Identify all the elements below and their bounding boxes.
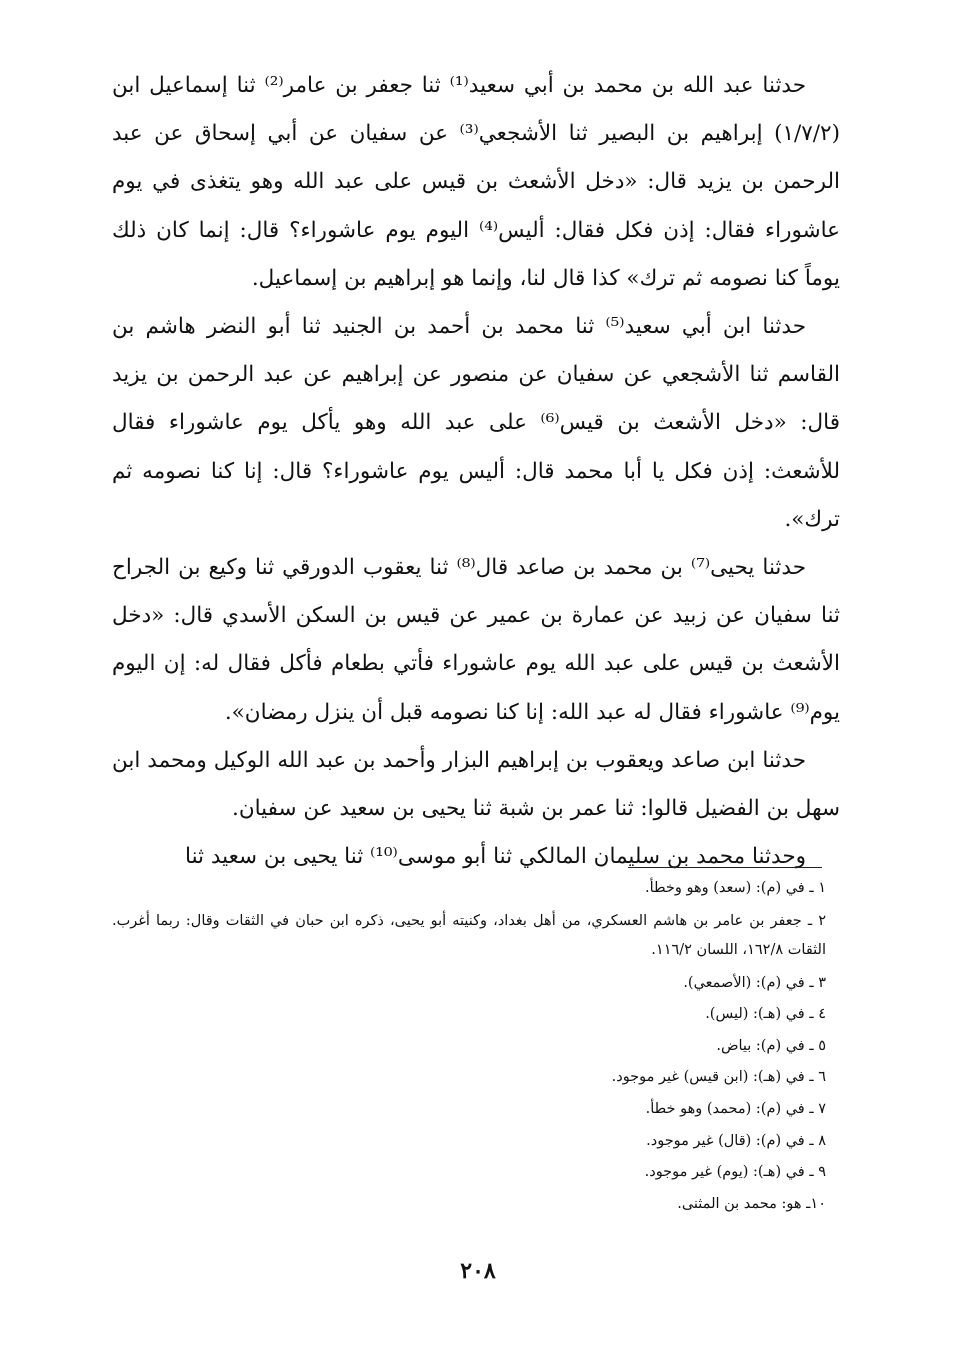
footnote-5: ٥ ـ في (م): بياض. (716, 1037, 826, 1054)
paragraph-2: حدثنا ابن أبي سعيد⁽⁵⁾ ثنا محمد بن أحمد بن الجنيد ثنا أبو النضر هاشم بن القاسم ثنا الأشجعي عن سفيان عن منصور عن إبراهيم عن عبد الرحمن بن يزيد قال: «دخل الأشعث بن قيس⁽⁶⁾ على عبد الله وهو يأكل يوم عاشوراء فقال للأشعث: إذن فكل يا أبا محمد قال: أليس يوم عاشوراء؟ قال: إنا كنا نصومه ثم ترك». (112, 314, 840, 532)
main-text (112, 62, 840, 881)
paragraph-1: حدثنا عبد الله بن محمد بن أبي سعيد⁽¹⁾ ثنا جعفر بن عامر⁽²⁾ ثنا إسماعيل ابن (١/٧/٢) إبراهيم بن البصير ثنا الأشجعي⁽³⁾ عن سفيان عن أبي إسحاق عن عبد الرحمن بن يزيد قال: «دخل الأشعث بن قيس على عبد الله وهو يتغذى في يوم عاشوراء فقال: إذن فكل فقال: أليس⁽⁴⁾ اليوم يوم عاشوراء؟ قال: إنما كان ذلك يوماً كنا نصومه ثم ترك» كذا قال لنا، وإنما هو إبراهيم بن إسماعيل. (112, 73, 840, 291)
footnote-1: ١ ـ في (م): (سعد) وهو وخطأ. (645, 880, 826, 896)
footnote-7: ٧ ـ في (م): (محمد) وهو خطأ. (645, 1100, 826, 1117)
footnote-10: ١٠ـ هو: محمد بن المثنى. (677, 1195, 826, 1212)
footnote-2: ٢ ـ جعفر بن عامر بن هاشم العسكري، من أهل بغداد، وكنيته أبو يحيى، ذكره ابن حبان في الثقات وقال: ربما أغرب. الثقات ١٦٢/٨، اللسان ١١٦/٢. (112, 912, 826, 958)
footnotes (112, 873, 838, 1220)
paragraph-4: حدثنا ابن صاعد ويعقوب بن إبراهيم البزار وأحمد بن عبد الله الوكيل ومحمد ابن سهل بن الفضيل قالوا: ثنا عمر بن شبة ثنا يحيى بن سعيد عن سفيان. (112, 747, 840, 822)
footnote-9: ٩ ـ في (هـ): (يوم) غير موجود. (644, 1164, 826, 1181)
footnote-6: ٦ ـ في (هـ): (ابن قيس) غير موجود. (611, 1069, 826, 1086)
footnote-8: ٨ ـ في (م): (قال) غير موجود. (646, 1132, 826, 1149)
footnote-divider (628, 867, 822, 868)
paragraph-5: وحدثنا محمد بن سليمان المالكي ثنا أبو موسى⁽¹⁰⁾ ثنا يحيى بن سعيد ثنا (185, 844, 806, 870)
paragraph-3: حدثنا يحيى⁽⁷⁾ بن محمد بن صاعد قال⁽⁸⁾ ثنا يعقوب الدورقي ثنا وكيع بن الجراح ثنا سفيان عن زبيد عن عمارة بن عمير عن قيس بن السكن الأسدي قال: «دخل الأشعث بن قيس على عبد الله يوم عاشوراء فأتي بطعام فأكل فقال له: إن اليوم يوم⁽⁹⁾ عاشوراء فقال له عبد الله: إنا كنا نصومه قبل أن ينزل رمضان». (112, 555, 840, 725)
footnote-3: ٣ ـ في (م): (الأصمعي). (683, 974, 826, 991)
page-number: ٢٠٨ (460, 1258, 496, 1284)
footnote-4: ٤ ـ في (هـ): (ليس). (705, 1006, 826, 1023)
